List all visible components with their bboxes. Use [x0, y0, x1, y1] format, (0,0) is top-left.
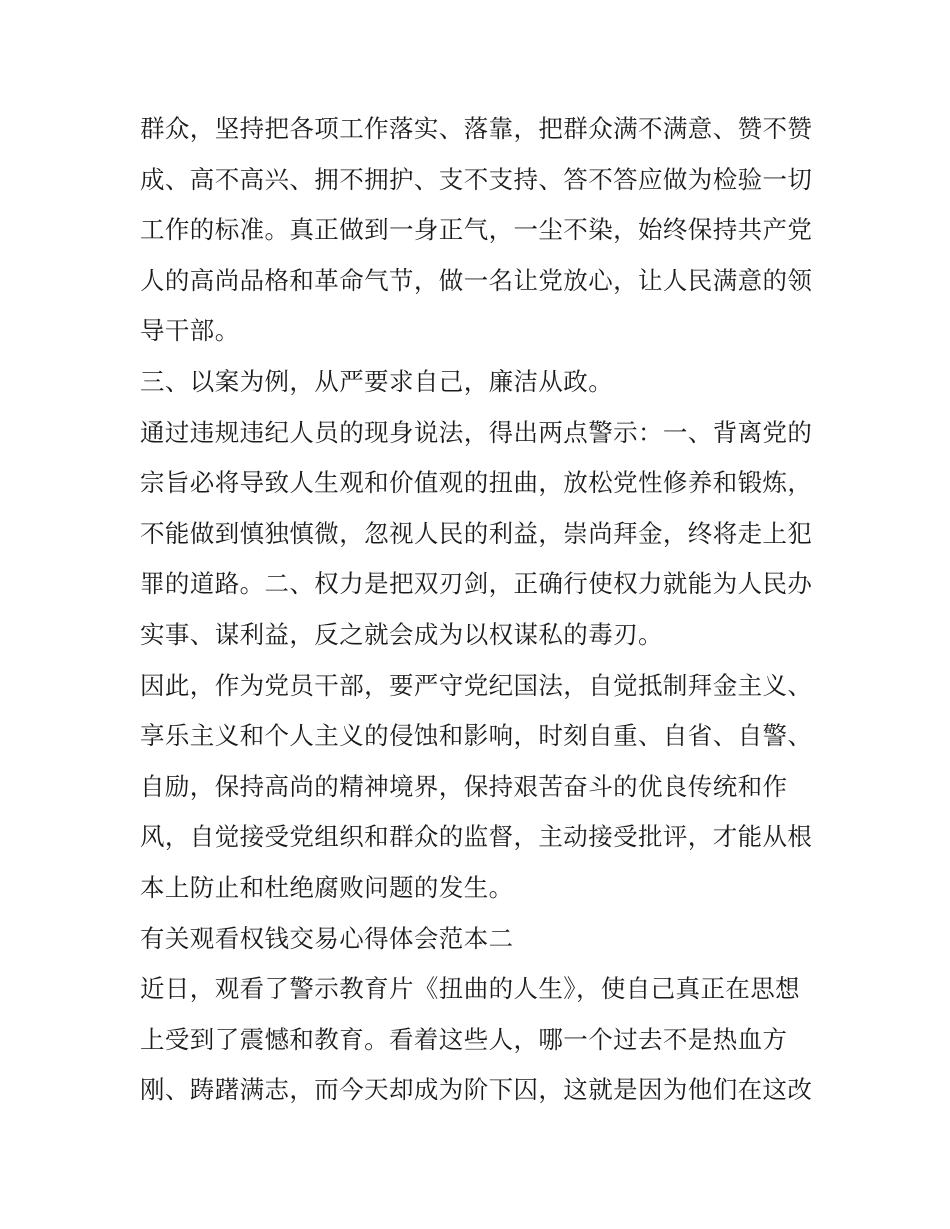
text-line: 享乐主义和个人主义的侵蚀和影响，时刻自重、自省、自警、	[140, 721, 813, 751]
text-line: 本上防止和杜绝腐败问题的发生。	[140, 872, 514, 902]
text-line: 风，自觉接受党组织和群众的监督，主动接受批评，才能从根	[140, 822, 813, 852]
text-line: 刚、踌躇满志，而今天却成为阶下囚，这就是因为他们在这改	[140, 1075, 813, 1105]
text-line: 自励，保持高尚的精神境界，保持艰苦奋斗的优良传统和作	[140, 771, 788, 801]
section-heading: 三、以案为例，从严要求自己，廉洁从政。	[140, 366, 614, 396]
text-line: 上受到了震憾和教育。看着这些人，哪一个过去不是热血方	[140, 1024, 788, 1054]
text-line: 近日，观看了警示教育片《扭曲的人生》，使自己真正在思想	[140, 974, 801, 1004]
text-line: 群众，坚持把各项工作落实、落靠，把群众满不满意、赞不赞	[140, 114, 813, 143]
text-line: 实事、谋利益，反之就会成为以权谋私的毒刃。	[140, 619, 663, 649]
text-line: 工作的标准。真正做到一身正气，一尘不染，始终保持共产党	[140, 215, 813, 245]
text-line: 因此，作为党员干部，要严守党纪国法，自觉抵制拜金主义、	[140, 670, 813, 700]
text-line: 宗旨必将导致人生观和价值观的扭曲，放松党性修养和锻炼，	[140, 468, 813, 498]
text-line: 通过违规违纪人员的现身说法，得出两点警示：一、背离党的	[140, 417, 813, 447]
document-subtitle: 有关观看权钱交易心得体会范本二	[140, 923, 514, 953]
document-body	[140, 104, 820, 1116]
text-line: 罪的道路。二、权力是把双刃剑，正确行使权力就能为人民办	[140, 569, 813, 599]
text-line: 成、高不高兴、拥不拥护、支不支持、答不答应做为检验一切	[140, 164, 813, 194]
text-line: 导干部。	[140, 316, 240, 346]
text-line: 不能做到慎独慎微，忽视人民的利益，崇尚拜金，终将走上犯	[140, 518, 813, 548]
text-line: 人的高尚品格和革命气节，做一名让党放心，让人民满意的领	[140, 265, 813, 295]
